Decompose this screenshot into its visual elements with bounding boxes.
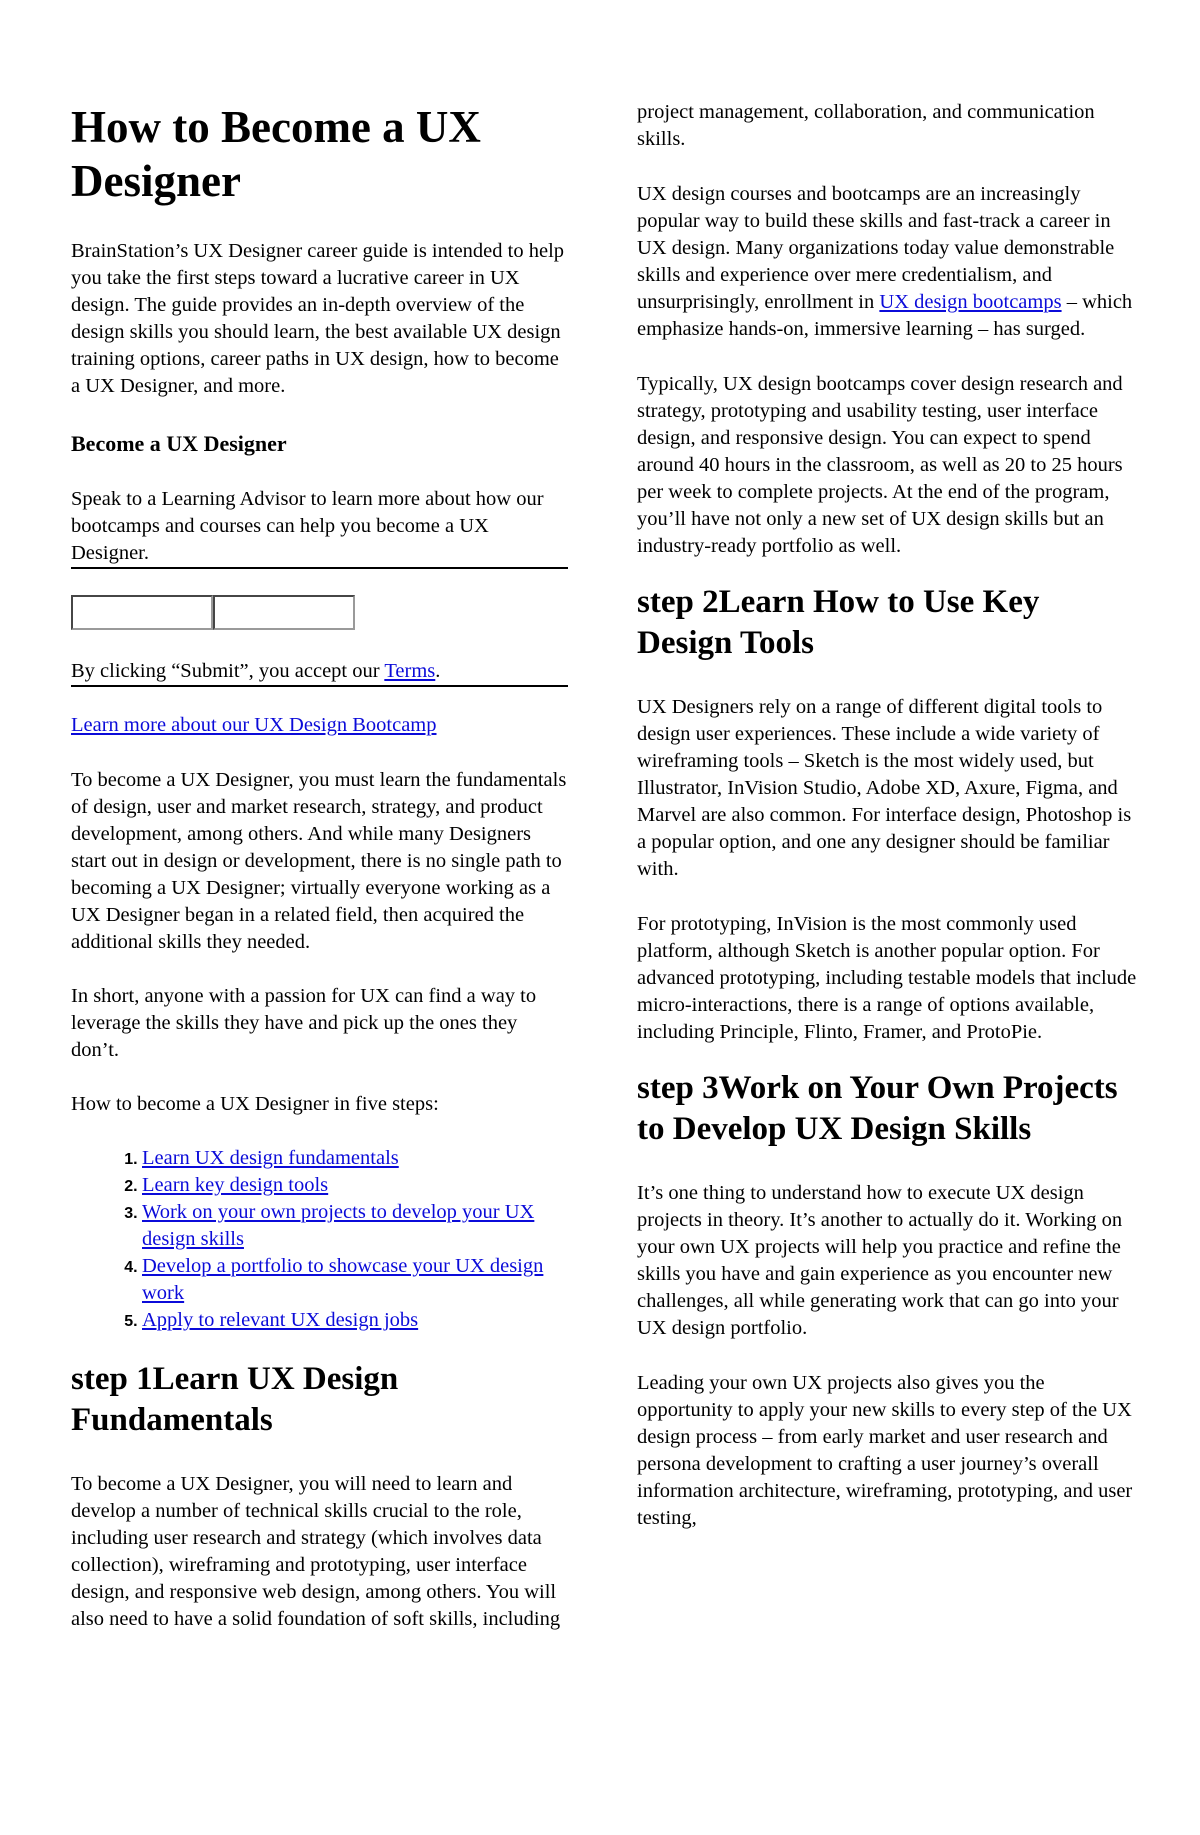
terms-link[interactable]: Terms (384, 660, 436, 682)
terms-notice (71, 658, 568, 687)
step-link-1[interactable]: Learn UX design fundamentals (142, 1147, 399, 1169)
list-item (142, 1199, 568, 1253)
bootcamps-link[interactable]: UX design bootcamps (879, 291, 1062, 313)
courses-paragraph (637, 181, 1137, 343)
form-field-2[interactable] (213, 595, 355, 630)
lead-form (71, 595, 568, 630)
list-item (142, 1145, 568, 1172)
terms-prefix: By clicking “Submit”, you accept our (71, 660, 385, 682)
courses-suffix: – which emphasize hands-on, immersive learning – has surged. (637, 291, 1133, 340)
bootcamp-paragraph: Typically, UX design bootcamps cover design research and strategy, prototyping and usability testing, user interface design, and responsive design. You can expect to spend around 40 hours in the classroom, as well as 20 to 25 hours per week to complete projects. At the end of the program, you’ll have not only a new set of UX design skills but an industry-ready portfolio as well. (637, 373, 1123, 557)
list-item (142, 1253, 568, 1307)
paragraph-passion: In short, anyone with a passion for UX can find a way to leverage the skills they have and pick up the ones they don’t. (71, 985, 537, 1061)
paragraph-fundamentals: To become a UX Designer, you must learn the fundamentals of design, user and market research, strategy, and product development, among others. And while many Designers start out in design or development, there is no single path to becoming a UX Designer; virtually everyone working as a UX Designer began in a related field, then acquired the additional skills they needed. (71, 769, 567, 953)
list-item (142, 1172, 568, 1199)
step-link-2[interactable]: Learn key design tools (142, 1174, 329, 1196)
courses-prefix: UX design courses and bootcamps are an increasingly popular way to build these skills and fast-track a career in UX design. Many organizations today value demonstrable skills and experience over mere credentialism, and unsurprisingly, enrollment in (637, 183, 1115, 313)
bootcamp-link-paragraph (71, 712, 568, 739)
step-link-4[interactable]: Develop a portfolio to showcase your UX design work (142, 1255, 544, 1304)
steps-list (71, 1145, 568, 1334)
form-field-1[interactable] (71, 595, 213, 630)
terms-suffix: . (435, 660, 441, 682)
step1-heading: step 1Learn UX Design Fundamentals (71, 1361, 399, 1438)
intro-paragraph: BrainStation’s UX Designer career guide is intended to help you take the first steps toward a lucrative career in UX design. The guide provides an in-depth overview of the design skills you should learn, the best available UX design training options, career paths in UX design, how to become a UX Designer, and more. (71, 240, 565, 397)
step3-text-projects: It’s one thing to understand how to execute UX design projects in theory. It’s another to actually do it. Working on your own UX projects will help you practice and refine the skills you have and gain experience as you encounter new challenges, all while generating work that can go into your UX design portfolio. (637, 1182, 1123, 1339)
right-column (637, 0, 1137, 1532)
step3-heading: step 3Work on Your Own Projects to Develop UX Design Skills (637, 1070, 1118, 1147)
step-link-5[interactable]: Apply to relevant UX design jobs (142, 1309, 419, 1331)
step2-heading: step 2Learn How to Use Key Design Tools (637, 584, 1040, 661)
bootcamp-link[interactable]: Learn more about our UX Design Bootcamp (71, 714, 437, 736)
left-column (71, 0, 568, 1633)
step1-continued: project management, collaboration, and communication skills. (637, 101, 1095, 150)
step1-text: To become a UX Designer, you will need to learn and develop a number of technical skills crucial to the role, including user research and strategy (which involves data collection), wireframing and prototyping, user interface design, and responsive web design, among others. You will also need to have a solid foundation of soft skills, including (71, 1473, 561, 1630)
step2-text-prototyping: For prototyping, InVision is the most commonly used platform, although Sketch is another popular option. For advanced prototyping, including testable models that include micro-interactions, there is a range of options available, including Principle, Flinto, Framer, and ProtoPie. (637, 913, 1137, 1043)
cta-text: Speak to a Learning Advisor to learn more about how our bootcamps and courses can help you become a UX Designer. (71, 486, 568, 569)
step3-text-process: Leading your own UX projects also gives you the opportunity to apply your new skills to every step of the UX design process – from early market and user research and persona development to crafting a user journey’s overall information architecture, wireframing, prototyping, and user testing, (637, 1372, 1133, 1529)
steps-intro: How to become a UX Designer in five steps: (71, 1093, 439, 1115)
step2-text-tools: UX Designers rely on a range of different digital tools to design user experiences. These include a wide variety of wireframing tools – Sketch is the most widely used, but Illustrator, InVision Studio, Adobe XD, Axure, Figma, and Marvel are also common. For interface design, Photoshop is a popular option, and one any designer should be familiar with. (637, 696, 1132, 880)
step-link-3[interactable]: Work on your own projects to develop your UX design skills (142, 1201, 535, 1250)
cta-heading: Become a UX Designer (71, 431, 287, 456)
page-title: How to Become a UX Designer (71, 102, 481, 206)
list-item (142, 1307, 568, 1334)
